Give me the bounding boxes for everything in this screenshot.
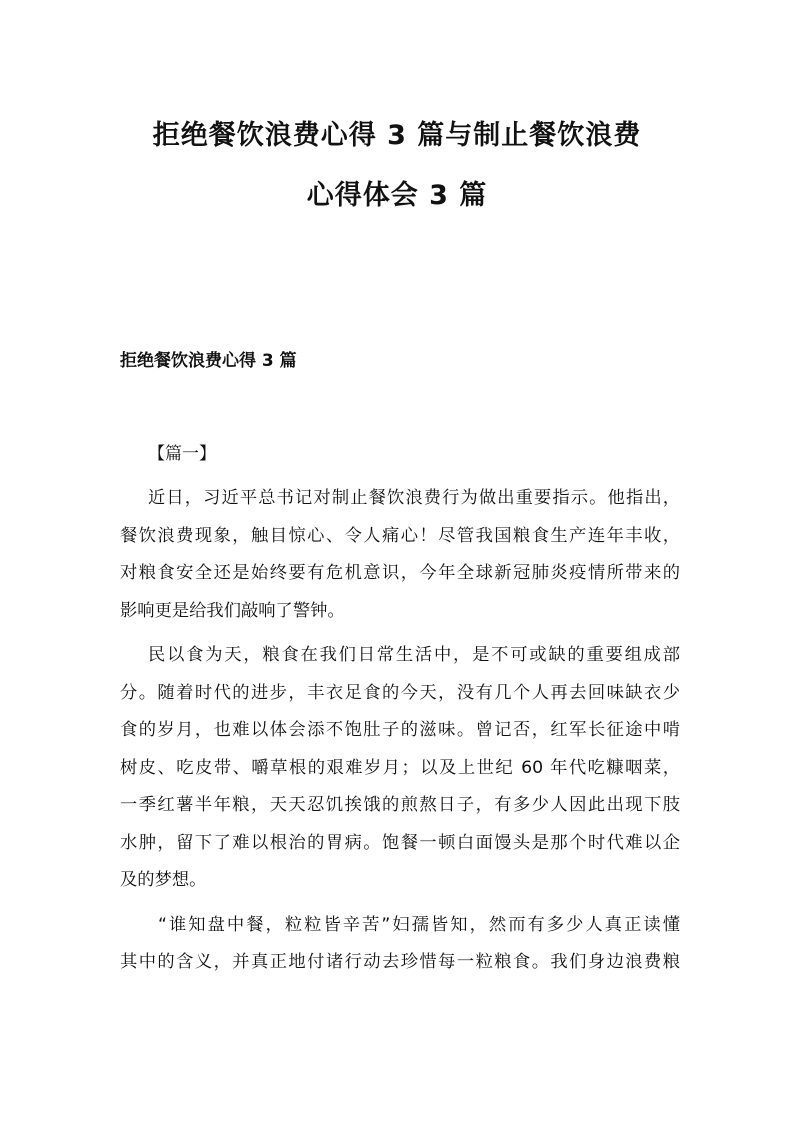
text-line: 近日，习近平总书记对制止餐饮浪费行为做出重要指示。他指出， <box>148 488 680 508</box>
chapter-label: 【篇一】 <box>148 444 216 464</box>
body-text <box>120 480 680 989</box>
text-line: 对粮食安全还是始终要有危机意识，今年全球新冠肺炎疫情所带来的 <box>120 563 680 583</box>
text-line: 及的梦想。 <box>120 870 207 890</box>
text-line: 一季红薯半年粮，天天忍饥挨饿的煎熬日子，有多少人因此出现下肢 <box>120 795 680 815</box>
text-line: “谁知盘中餐，粒粒皆辛苦”妇孺皆知，然而有多少人真正读懂 <box>158 914 680 935</box>
text-line: 其中的含义，并真正地付诸行动去珍惜每一粒粮食。我们身边浪费粮 <box>120 952 680 972</box>
text-line: 影响更是给我们敲响了警钟。 <box>120 600 345 621</box>
paragraph-2 <box>120 637 680 900</box>
section-heading: 拒绝餐饮浪费心得 3 篇 <box>120 351 297 371</box>
text-line: 食的岁月，也难以体会添不饱肚子的滋味。曾记否，红军长征途中啃 <box>120 720 680 740</box>
text-line: 分。随着时代的进步，丰衣足食的今天，没有几个人再去回味缺衣少 <box>120 682 680 703</box>
text-line: 水肿，留下了难以根治的胃病。饱餐一顿白面馒头是那个时代难以企 <box>120 832 680 853</box>
paragraph-3 <box>120 907 680 982</box>
text-line: 树皮、吃皮带、嚼草根的艰难岁月；以及上世纪 60 年代吃糠咽菜， <box>120 757 680 778</box>
text-line: 民以食为天，粮食在我们日常生活中，是不可或缺的重要组成部 <box>148 645 680 665</box>
text-line: 餐饮浪费现象，触目惊心、令人痛心！尽管我国粮食生产连年丰收， <box>120 525 680 546</box>
document-title-line-2: 心得体会 3 篇 <box>306 180 488 211</box>
paragraph-1 <box>120 480 680 630</box>
document-title-line-1: 拒绝餐饮浪费心得 3 篇与制止餐饮浪费 <box>152 120 642 151</box>
